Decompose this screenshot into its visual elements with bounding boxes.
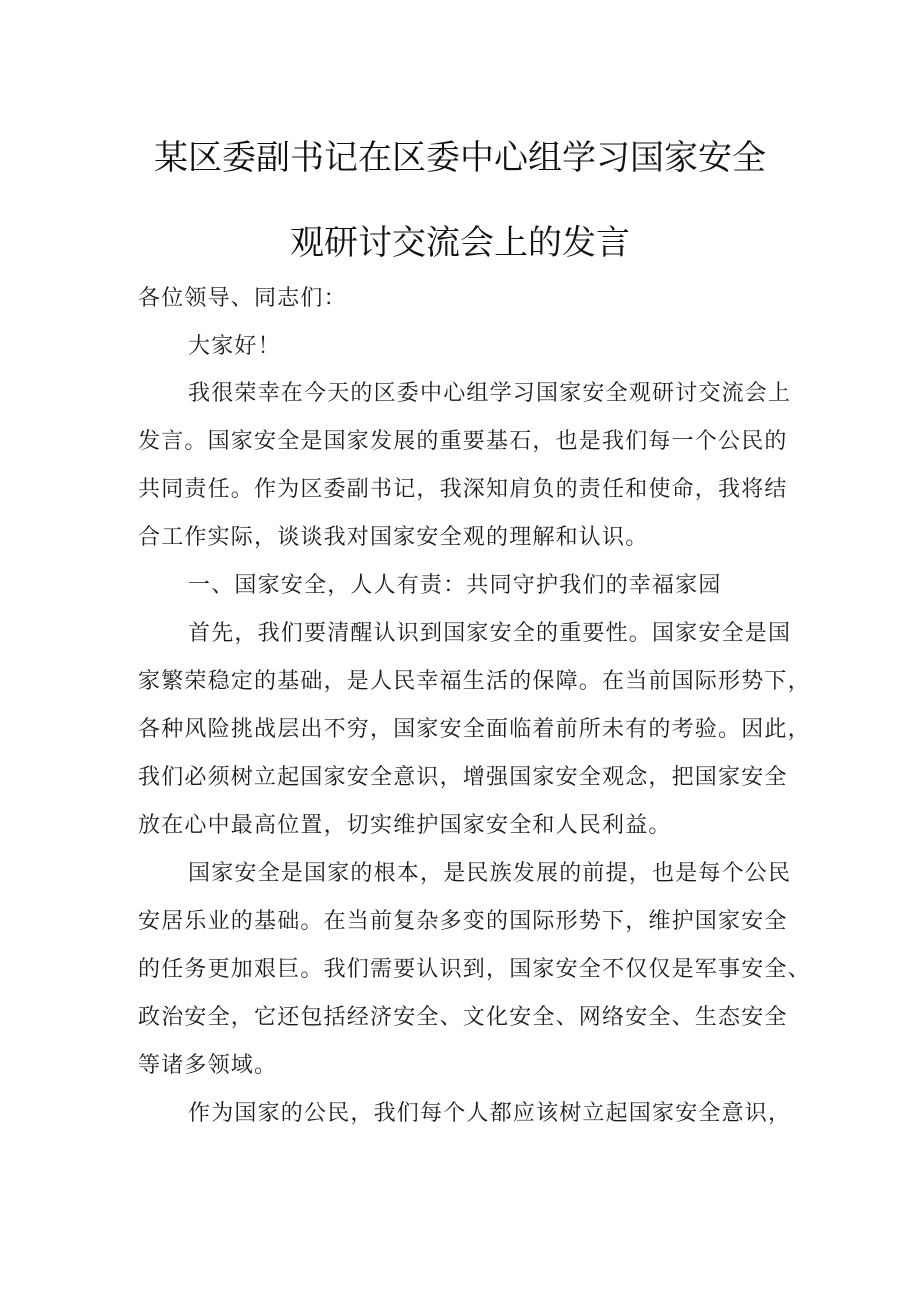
salutation: 各位领导、同志们： — [138, 286, 347, 311]
paragraph-line: 我们必须树立起国家安全意识，增强国家安全观念，把国家安全 — [138, 765, 788, 790]
paragraph-line: 共同责任。作为区委副书记，我深知肩负的责任和使命，我将结 — [138, 477, 788, 502]
document-title-line-2: 观研讨交流会上的发言 — [290, 223, 630, 263]
section-heading: 一、国家安全，人人有责：共同守护我们的幸福家园 — [188, 573, 722, 598]
paragraph-line: 的任务更加艰巨。我们需要认识到，国家安全不仅仅是军事安全、 — [138, 957, 811, 982]
document-title-line-1: 某区委副书记在区委中心组学习国家安全 — [154, 138, 766, 178]
paragraph-line: 放在心中最高位置，切实维护国家安全和人民利益。 — [138, 813, 672, 838]
paragraph-line: 发言。国家安全是国家发展的重要基石，也是我们每一个公民的 — [138, 429, 788, 454]
paragraph-line: 合工作实际，谈谈我对国家安全观的理解和认识。 — [138, 525, 649, 550]
paragraph-line: 我很荣幸在今天的区委中心组学习国家安全观研讨交流会上 — [188, 381, 792, 406]
greeting: 大家好！ — [188, 334, 281, 359]
paragraph-line: 安居乐业的基础。在当前复杂多变的国际形势下，维护国家安全 — [138, 909, 788, 934]
paragraph-line: 国家安全是国家的根本，是民族发展的前提，也是每个公民 — [188, 861, 792, 886]
paragraph-line: 家繁荣稳定的基础，是人民幸福生活的保障。在当前国际形势下， — [138, 669, 811, 694]
paragraph-line: 政治安全，它还包括经济安全、文化安全、网络安全、生态安全 — [138, 1005, 788, 1030]
paragraph-line: 各种风险挑战层出不穷，国家安全面临着前所未有的考验。因此， — [138, 717, 811, 742]
paragraph-line: 等诸多领域。 — [138, 1053, 278, 1078]
paragraph-line: 首先，我们要清醒认识到国家安全的重要性。国家安全是国 — [188, 621, 792, 646]
paragraph-line: 作为国家的公民，我们每个人都应该树立起国家安全意识， — [188, 1101, 792, 1126]
